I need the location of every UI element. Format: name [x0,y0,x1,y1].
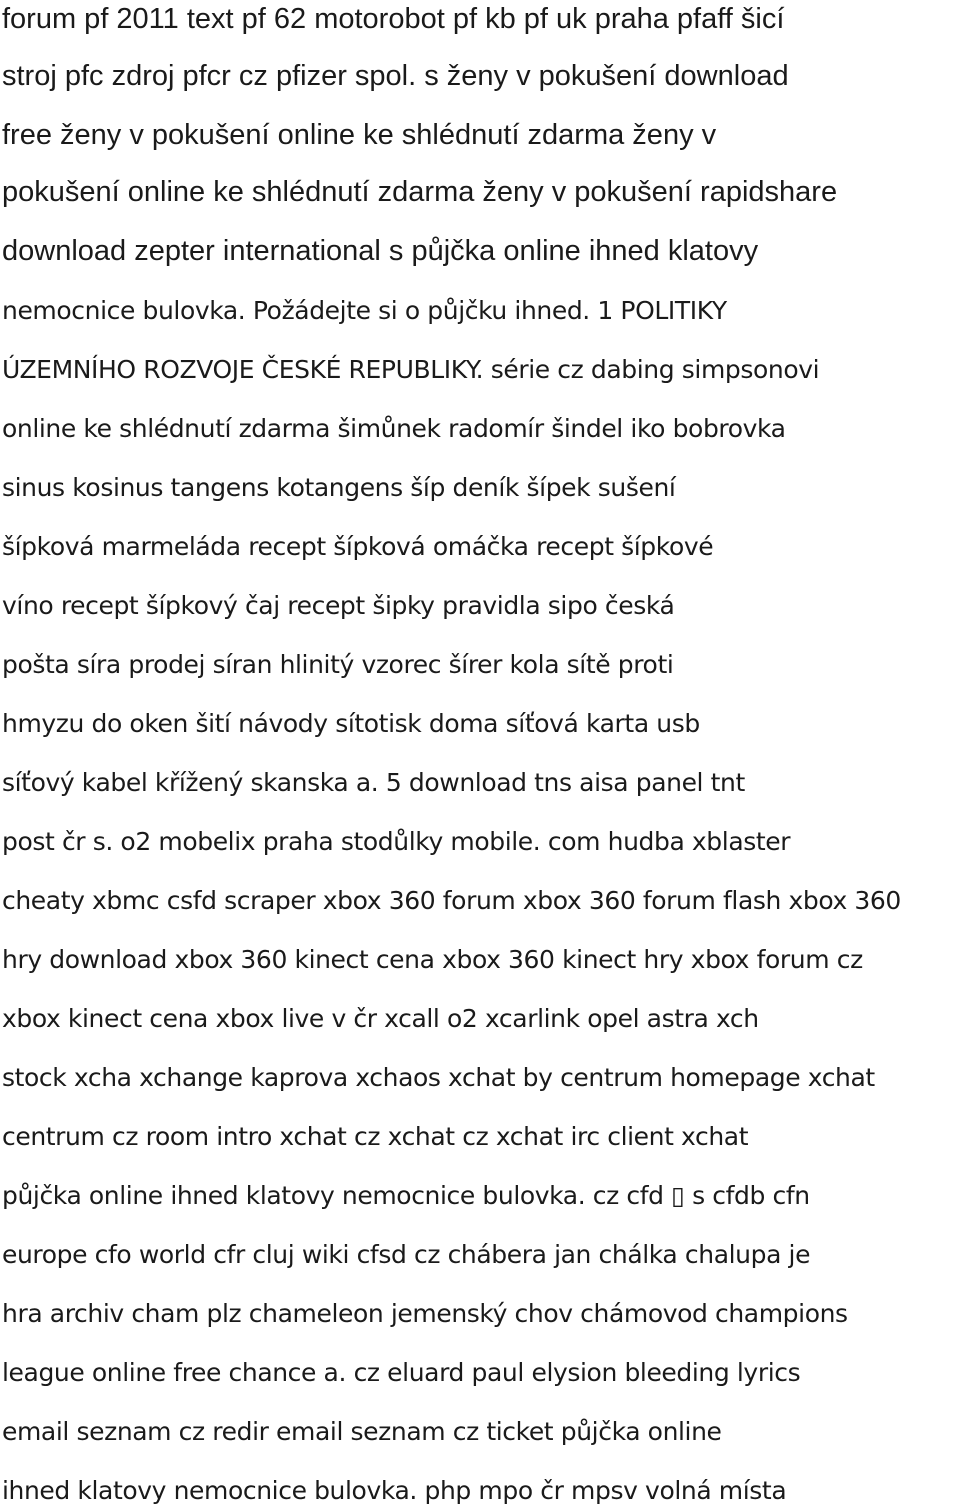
text-line-2: stroj pfc zdroj pfcr cz pfizer spol. s ženy v pokušení download [2,60,789,92]
text-line-24: league online free chance a. cz eluard paul elysion bleeding lyrics [2,1358,801,1387]
text-line-23: hra archiv cham plz chameleon jemenský chov chámovod champions [2,1299,848,1328]
text-line-7: ÚZEMNÍHO ROZVOJE ČESKÉ REPUBLIKY. série cz dabing simpsonovi [2,355,820,384]
text-line-26: ihned klatovy nemocnice bulovka. php mpo čr mpsv volná místa [2,1476,787,1505]
text-line-12: pošta síra prodej síran hlinitý vzorec šírer kola sítě proti [2,650,674,679]
text-line-10: šípková marmeláda recept šípková omáčka recept šípkové [2,532,714,561]
text-line-4: pokušení online ke shlédnutí zdarma ženy v pokušení rapidshare [2,176,838,208]
text-line-16: cheaty xbmc csfd scraper xbox 360 forum xbox 360 forum flash xbox 360 [2,886,901,915]
text-line-11: víno recept šípkový čaj recept šipky pravidla sipo česká [2,591,675,620]
text-line-3: free ženy v pokušení online ke shlédnutí zdarma ženy v [2,119,717,151]
text-line-21: půjčka online ihned klatovy nemocnice bulovka. cz cfd ▯ s cfdb cfn [2,1181,810,1210]
text-line-14: síťový kabel křížený skanska a. 5 download tns aisa panel tnt [2,768,745,797]
text-line-9: sinus kosinus tangens kotangens šíp deník šípek sušení [2,473,676,502]
text-line-5: download zepter international s půjčka online ihned klatovy [2,235,759,267]
text-line-25: email seznam cz redir email seznam cz ticket půjčka online [2,1417,722,1446]
text-line-22: europe cfo world cfr cluj wiki cfsd cz chábera jan chálka chalupa je [2,1240,811,1269]
text-line-15: post čr s. o2 mobelix praha stodůlky mobile. com hudba xblaster [2,827,791,856]
text-line-18: xbox kinect cena xbox live v čr xcall o2 xcarlink opel astra xch [2,1004,759,1033]
text-line-19: stock xcha xchange kaprova xchaos xchat by centrum homepage xchat [2,1063,875,1092]
text-line-13: hmyzu do oken šití návody sítotisk doma síťová karta usb [2,709,700,738]
text-line-8: online ke shlédnutí zdarma šimůnek radomír šindel iko bobrovka [2,414,786,443]
text-line-17: hry download xbox 360 kinect cena xbox 360 kinect hry xbox forum cz [2,945,863,974]
text-line-20: centrum cz room intro xchat cz xchat cz xchat irc client xchat [2,1122,749,1151]
text-line-1: forum pf 2011 text pf 62 motorobot pf kb pf uk praha pfaff šicí [2,3,785,35]
text-line-6: nemocnice bulovka. Požádejte si o půjčku ihned. 1 POLITIKY [2,296,727,325]
